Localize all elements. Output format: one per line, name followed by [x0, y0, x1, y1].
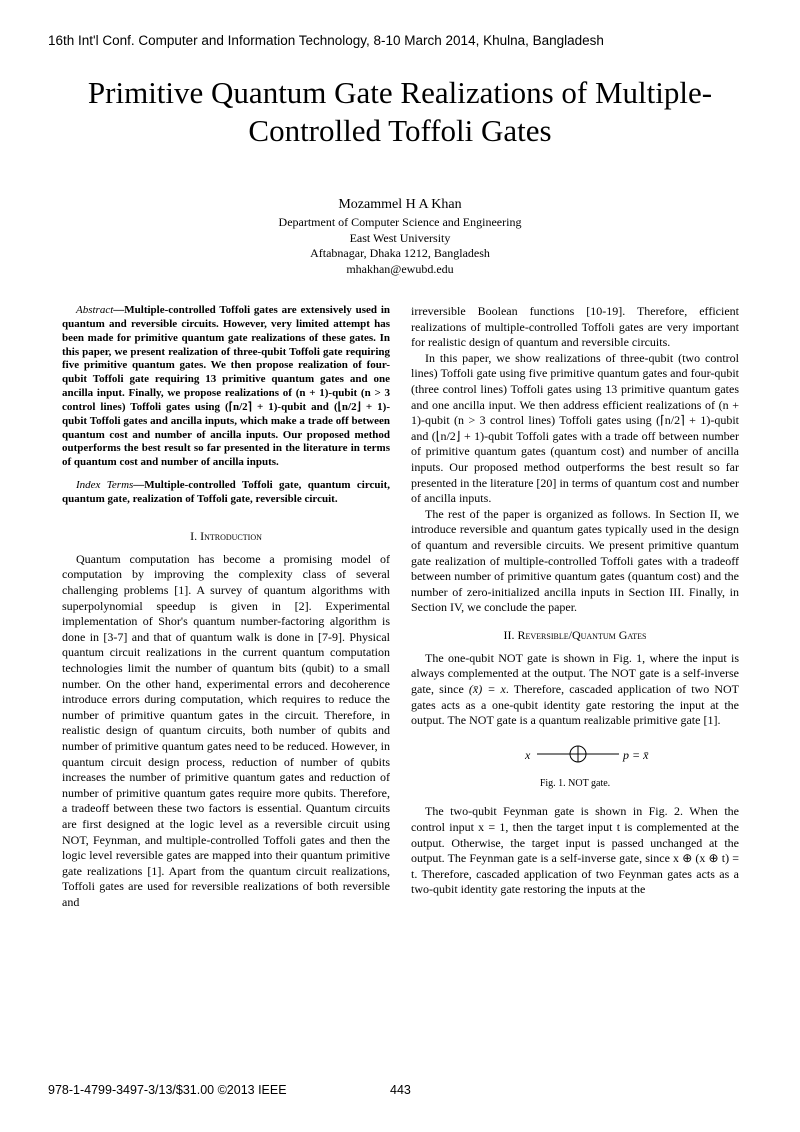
figure-not-gate — [411, 741, 739, 772]
abstract-text: —Multiple-controlled Toffoli gates are extensively used in quantum and reversible circuits. However, very limited attempt has been made for primitive quantum gate realizations of these gates. In this paper, we present realization of three-qubit Toffoli gate requiring five primitive quantum gates. We then propose realization of four-qubit Toffoli gate requiring 13 primitive quantum gates and one ancilla input. Finally, we propose realizations of (n + 1)-qubit (n > 3 control lines) Toffoli gates using (⌈n/2⌉ + 1)-qubit and (⌊n/2⌋ + 1)-qubit Toffoli gates and ancilla inputs, which make a trade off between quantum cost and number of ancilla inputs. Our proposed method outperforms the best result so far presented in the literature in terms of quantum cost and number of ancilla inputs. — [62, 304, 390, 469]
intro-paragraph-3: The rest of the paper is organized as follows. In Section II, we introduce reversible and quantum gates typically used in the design of quantum and reversible circuits. We present primitive quantum gate realization of multiple-controlled Toffoli gates with a tradeoff between number of primitive quantum gates (quantum cost) and the number of zero-initialized ancilla inputs in Section III. Finally, in Section IV, we conclude the paper. — [411, 506, 739, 615]
intro-paragraph-continued: irreversible Boolean functions [10-19]. Therefore, efficient realizations of multiple-controlled Toffoli gates are very important for realistic design of quantum and reversible circuits. — [411, 304, 739, 350]
intro-paragraph-2: In this paper, we show realizations of three-qubit (two control lines) Toffoli gate using five primitive quantum gates and four-qubit (three control lines) Toffoli gates using 13 primitive quantum gates and one ancilla input. We then address efficient realizations of (n + 1)-qubit (n > 3 control lines) Toffoli gates using (⌈n/2⌉ + 1)-qubit and (⌊n/2⌋ + 1)-qubit Toffoli gates with a trade off between number of primitive quantum gates (quantum cost) and number of ancilla inputs. Our proposed method outperforms the best result so far presented in the literature [20] in terms of quantum cost and number of ancilla inputs. — [411, 350, 739, 506]
gates-p1-end: . Therefore, cascaded application of two NOT gates acts as a one-qubit identity gate restoring the input at the output. The NOT gate is a quantum realizable primitive gate [1]. — [411, 682, 739, 728]
conference-header: 16th Int'l Conf. Computer and Information Technology, 8-10 March 2014, Khulna, Bangladesh — [48, 33, 604, 48]
author-university: East West University — [349, 230, 451, 245]
gates-paragraph-1 — [411, 651, 739, 729]
author-address: Aftabnagar, Dhaka 1212, Bangladesh — [310, 246, 490, 260]
abstract-label: Abstract — [76, 304, 114, 316]
footer-copyright: 978-1-4799-3497-3/13/$31.00 ©2013 IEEE — [48, 1083, 287, 1097]
section-heading-introduction: I. Introduction — [190, 528, 262, 543]
right-column — [411, 304, 739, 898]
abstract — [62, 304, 390, 470]
author-department: Department of Computer Science and Engineering — [278, 215, 522, 229]
author-name: Mozammel H A Khan — [338, 197, 462, 212]
not-gate-input-label: x — [525, 747, 531, 762]
paper-title: Primitive Quantum Gate Realizations of Multiple-Controlled Toffoli Gates — [87, 75, 713, 148]
section-heading-gates: II. Reversible/Quantum Gates — [503, 627, 647, 642]
gates-p1-start: The one-qubit NOT gate is shown in Fig. 1, where the input is always complemented at the output. The NOT gate is a self-inverse gate, since — [411, 650, 739, 697]
author-email: mhakhan@ewubd.edu — [346, 261, 454, 276]
not-gate-diagram — [485, 741, 665, 767]
gates-paragraph-2: The two-qubit Feynman gate is shown in Fig. 2. When the control input x = 1, then the target input t is complemented at the output. Otherwise, the target input is passed unchanged at the output. The Feynman gate is a self-inverse gate, since x ⊕ (x ⊕ t) = t. Therefore, cascaded application of two Feynman gates acts as a two-qubit identity gate restoring the inputs at the — [411, 804, 739, 897]
page-number: 443 — [390, 1083, 411, 1097]
index-terms-text: —Multiple-controlled Toffoli gate, quantum circuit, quantum gate, realization of Toffoli gate, reversible circuit. — [62, 479, 390, 505]
index-terms-label: Index Terms — [76, 479, 134, 492]
self-inverse-equation: (x̄) = x — [468, 682, 506, 697]
intro-paragraph-1: Quantum computation has become a promising model of computation by improving the complexity class of several challenging problems [1]. A survey of quantum algorithms with superpolynomial speedup is given in [2]. Experimental implementation of Shor's quantum number-factoring algorithm is done in [3-7] and that of quantum walk is done in [7-9]. Physical quantum circuit realizations in the current quantum computation technologies limit the number of quantum bits (qubit) to a small number. On the other hand, experimental errors and decoherence introduce errors during computation, which requires to reduce the number of primitive quantum gates in the circuit. Therefore, in realistic design of quantum circuits, both number of qubits and number of primitive quantum gates need to be reduced. However, in quantum circuit design process, reduction of number of qubits increases the number of primitive quantum gates and reduction of number of primitive quantum gates require more qubits. Therefore, a tradeoff between these two factors is essential. Quantum circuits are first designed at the logic level as a reversible circuit using NOT, Feynman, and multiple-controlled Toffoli gates and then the logic level reversible gates are mapped into their quantum primitive gate realizations [1]. Apart from the quantum circuit realizations, Toffoli gates are used for reversible realizations of both reversible and — [62, 551, 390, 909]
left-column — [62, 304, 390, 910]
not-gate-output-label: p = x̄ — [623, 747, 649, 762]
index-terms — [62, 479, 390, 507]
author-block — [200, 196, 600, 277]
figure-1-caption: Fig. 1. NOT gate. — [539, 778, 611, 790]
